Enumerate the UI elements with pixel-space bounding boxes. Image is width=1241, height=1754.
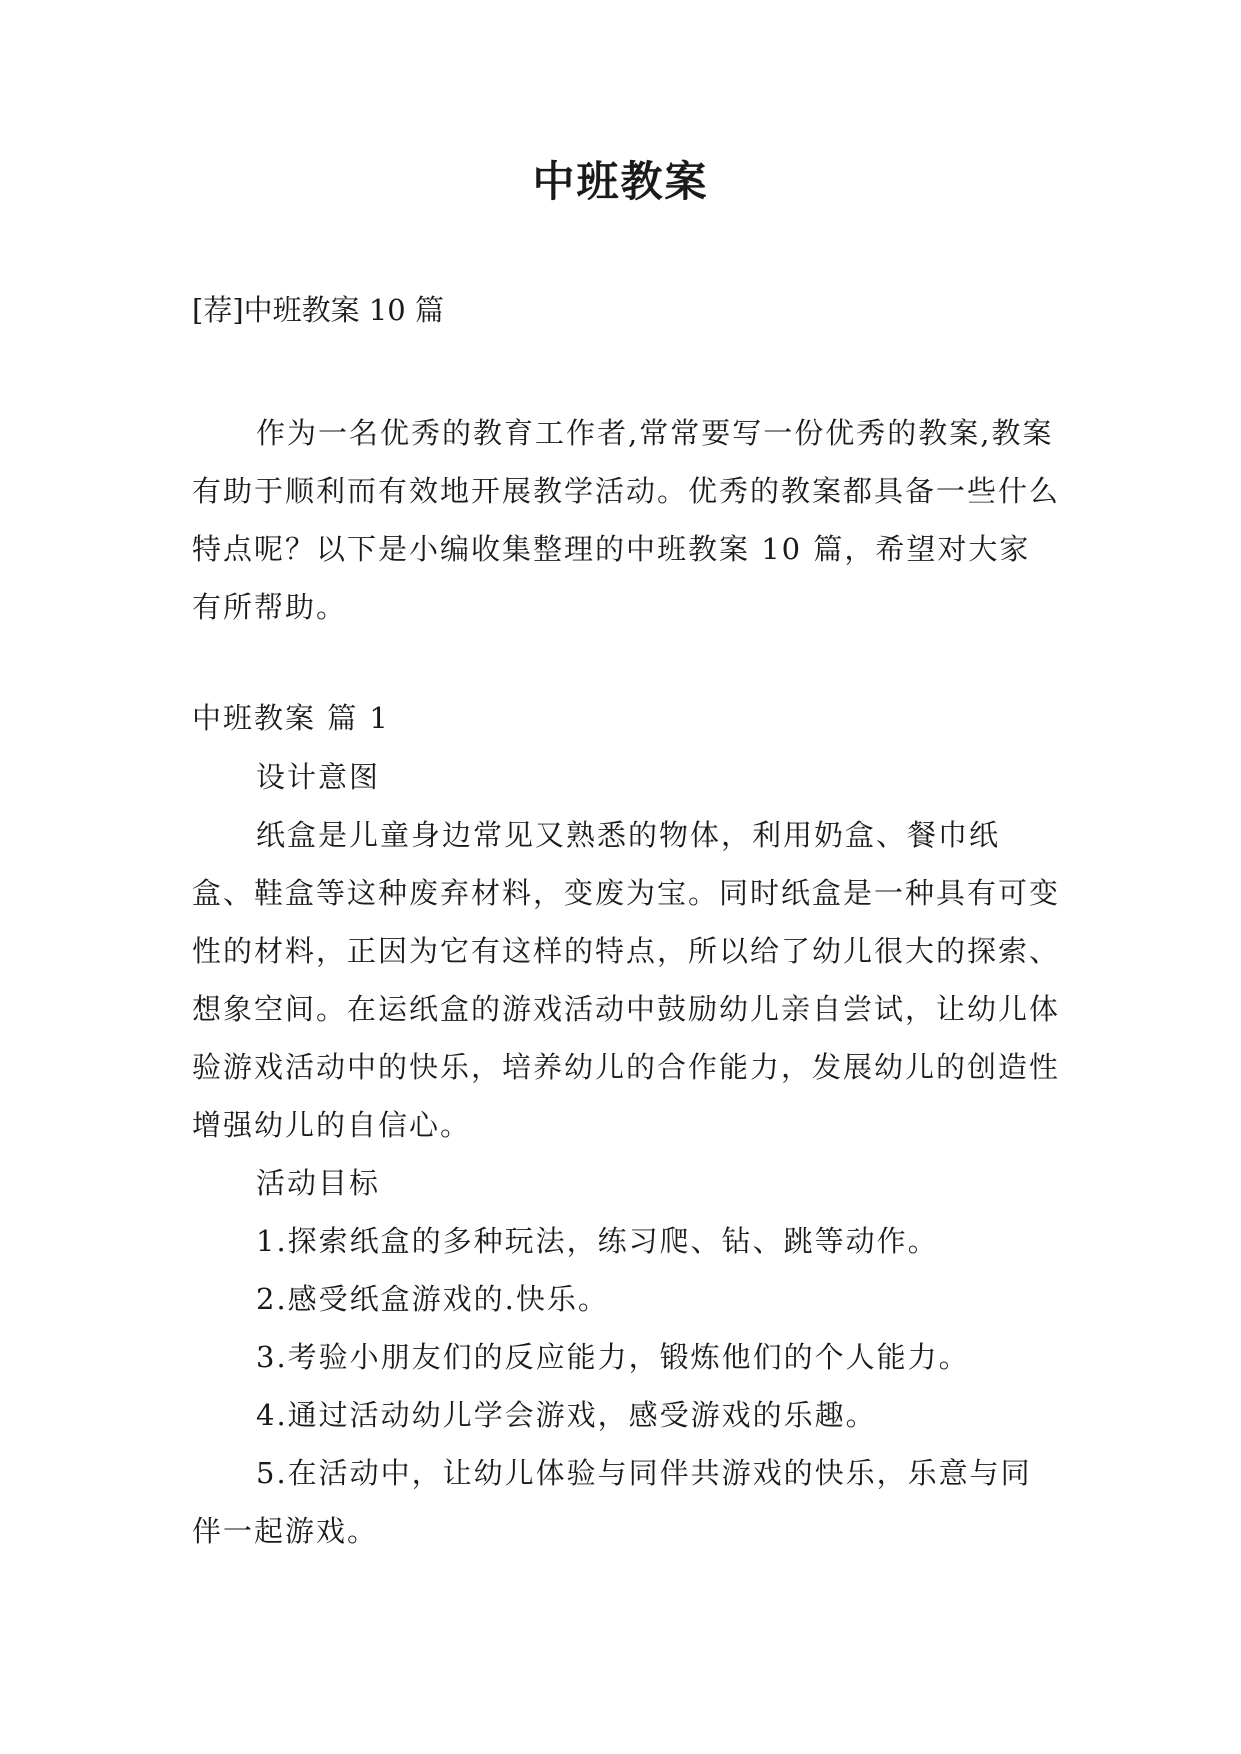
goal-item-5: 5.在活动中，让幼儿体验与同伴共游戏的快乐，乐意与同伴一起游戏。 (192, 1456, 1032, 1548)
section-heading: 中班教案 篇 1 (192, 701, 390, 735)
heading-activity-goals: 活动目标 (256, 1166, 381, 1200)
goal-item-4: 4.通过活动幼儿学会游戏，感受游戏的乐趣。 (256, 1398, 877, 1432)
document-title: 中班教案 (532, 157, 709, 206)
heading-design-intent: 设计意图 (256, 760, 381, 794)
intro-paragraph: 作为一名优秀的教育工作者,常常要写一份优秀的教案,教案有助于顺利而有效地开展教学活动。优秀的教案都具备一些什么特点呢？以下是小编收集整理的中班教案 10 篇，希望对大家有所帮助。 (192, 416, 1061, 624)
document-subtitle: [荐]中班教案 10 篇 (192, 293, 444, 327)
goal-item-3: 3.考验小朋友们的反应能力，锻炼他们的个人能力。 (256, 1340, 970, 1374)
body-paragraph: 纸盒是儿童身边常见又熟悉的物体，利用奶盒、餐巾纸盒、鞋盒等这种废弃材料，变废为宝。同时纸盒是一种具有可变性的材料，正因为它有这样的特点，所以给了幼儿很大的探索、想象空间。在运纸盒的游戏活动中鼓励幼儿亲自尝试，让幼儿体验游戏活动中的快乐，培养幼儿的合作能力，发展幼儿的创造性增强幼儿的自信心。 (192, 818, 1061, 1142)
goal-item-1: 1.探索纸盒的多种玩法，练习爬、钻、跳等动作。 (256, 1224, 939, 1258)
goal-item-2: 2.感受纸盒游戏的.快乐。 (256, 1282, 609, 1316)
section-body (192, 748, 1060, 1560)
